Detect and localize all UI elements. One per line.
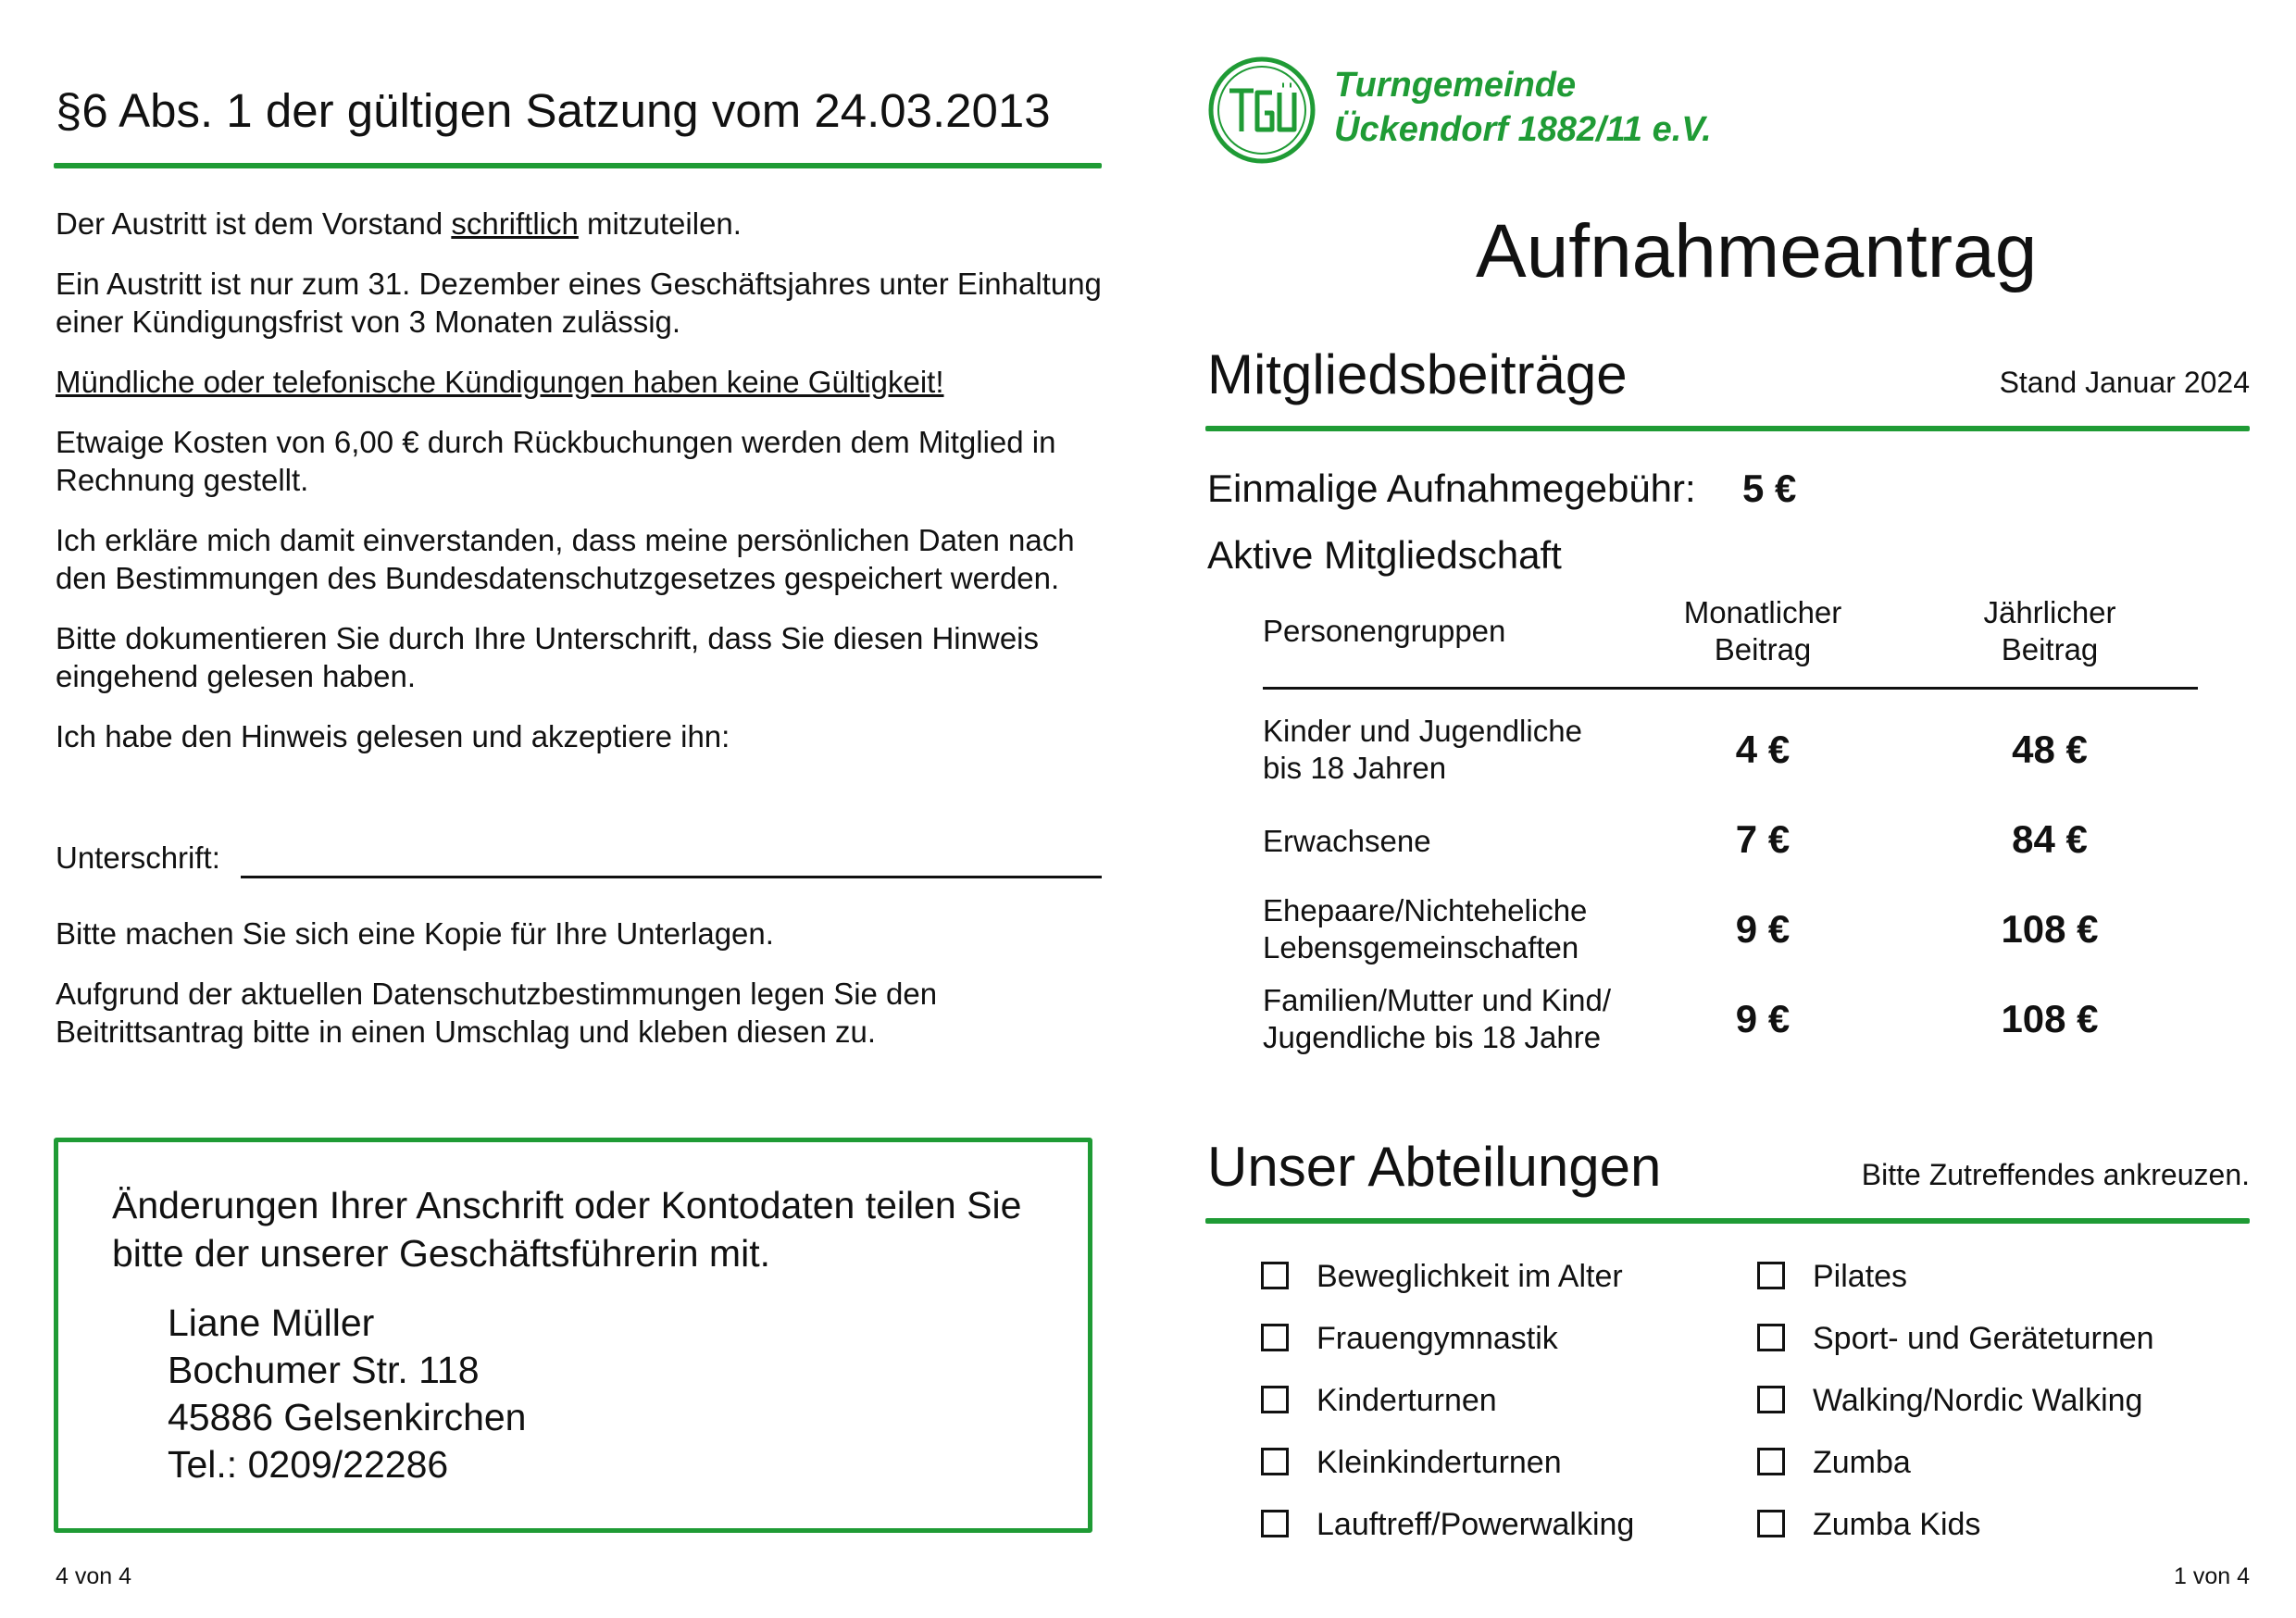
underlined-text: schriftlich: [451, 206, 579, 241]
contact-notice-box: [54, 1138, 1092, 1533]
club-logo: [1207, 56, 1316, 165]
page-number-right: 1 von 4: [2173, 1563, 2250, 1589]
table-row-label: [1263, 982, 1611, 1056]
paragraph-envelope: Aufgrund der aktuellen Datenschutzbestimmungen legen Sie den Beitrittsantrag bitte in einen Umschlag und kleben diesen zu.: [56, 977, 938, 1049]
club-name-line2: Ückendorf 1882/11 e.V.: [1334, 110, 1712, 149]
paragraph-data-consent: Ich erkläre mich damit einverstanden, dass meine persönlichen Daten nach den Bestimmungen des Bundesdatenschutzgesetzes gespeichert werden.: [56, 523, 1075, 595]
department-label: Beweglichkeit im Alter: [1316, 1259, 1623, 1294]
club-name: [1334, 63, 1712, 152]
closing-text: [56, 915, 1111, 1073]
col-header-monthly: [1670, 594, 1855, 668]
departments-heading: Unser Abteilungen: [1207, 1136, 1662, 1198]
department-label: Kleinkinderturnen: [1316, 1445, 1562, 1480]
paragraph-copy: Bitte machen Sie sich eine Kopie für Ihre Unterlagen.: [56, 916, 774, 951]
contact-phone: Tel.: 0209/22286: [168, 1443, 449, 1486]
row-yearly-value: 108 €: [2001, 997, 2099, 1040]
department-option[interactable]: [1757, 1257, 1907, 1296]
contact-notice-text: Änderungen Ihrer Anschrift oder Kontodaten teilen Sie bitte der unserer Geschäftsführerin mit.: [112, 1184, 1022, 1275]
table-row-label: [1263, 823, 1431, 860]
department-option[interactable]: [1261, 1505, 1634, 1544]
row-label-line1: Kinder und Jugendliche: [1263, 714, 1582, 748]
department-option[interactable]: [1757, 1319, 2154, 1358]
department-option[interactable]: [1261, 1319, 1558, 1358]
department-label: Frauengymnastik: [1316, 1321, 1558, 1356]
department-label: Zumba Kids: [1813, 1507, 1981, 1542]
department-label: Pilates: [1813, 1259, 1908, 1294]
departments-rule: [1205, 1218, 2250, 1224]
paragraph-sign-request: Bitte dokumentieren Sie durch Ihre Unterschrift, dass Sie diesen Hinweis eingehend gelesen haben.: [56, 621, 1040, 693]
row-label-line1: Ehepaare/Nichteheliche: [1263, 893, 1588, 927]
department-option[interactable]: [1261, 1381, 1497, 1420]
row-monthly-value: 9 €: [1735, 997, 1791, 1040]
row-label-line2: Lebensgemeinschaften: [1263, 930, 1579, 965]
row-monthly-value: 4 €: [1735, 728, 1791, 771]
fees-rule: [1205, 426, 2250, 431]
checkbox[interactable]: [1261, 1386, 1289, 1413]
checkbox[interactable]: [1757, 1510, 1785, 1537]
paragraph-notice-written: [56, 205, 1111, 243]
col-header-monthly-line2: Beitrag: [1714, 632, 1812, 666]
checkbox[interactable]: [1261, 1324, 1289, 1351]
text: Der Austritt ist dem Vorstand: [56, 206, 452, 241]
contact-city: 45886 Gelsenkirchen: [168, 1396, 527, 1438]
paragraph-accept: Ich habe den Hinweis gelesen und akzeptiere ihn:: [56, 719, 730, 753]
admission-fee-value: 5 €: [1742, 467, 1797, 510]
row-label-line2: bis 18 Jahren: [1263, 751, 1447, 785]
checkbox[interactable]: [1261, 1262, 1289, 1289]
row-monthly-value: 7 €: [1735, 817, 1791, 861]
department-option[interactable]: [1261, 1257, 1623, 1296]
row-label-line1: Erwachsene: [1263, 824, 1431, 858]
active-membership-label: Aktive Mitgliedschaft: [1207, 533, 1562, 577]
paragraph-costs: Etwaige Kosten von 6,00 € durch Rückbuchungen werden dem Mitglied in Rechnung gestellt.: [56, 425, 1056, 497]
signature-row: [56, 839, 1102, 883]
col-header-monthly-line1: Monatlicher: [1683, 595, 1842, 629]
row-yearly-value: 48 €: [2012, 728, 2088, 771]
page-number-left: 4 von 4: [56, 1563, 132, 1589]
table-row-label: [1263, 892, 1587, 966]
checkbox[interactable]: [1261, 1510, 1289, 1537]
checkbox[interactable]: [1757, 1386, 1785, 1413]
signature-label: Unterschrift:: [56, 840, 220, 875]
col-header-group: Personengruppen: [1263, 614, 1506, 648]
contact-street: Bochumer Str. 118: [168, 1349, 480, 1391]
club-name-line1: Turngemeinde: [1334, 66, 1577, 105]
department-option[interactable]: [1757, 1505, 1980, 1544]
department-label: Kinderturnen: [1316, 1383, 1497, 1418]
row-label-line1: Familien/Mutter und Kind/: [1263, 983, 1612, 1017]
fees-date-note: Stand Januar 2024: [1999, 366, 2250, 399]
paragraph-oral-invalid: Mündliche oder telefonische Kündigungen haben keine Gültigkeit!: [56, 365, 944, 399]
department-label: Lauftreff/Powerwalking: [1316, 1507, 1635, 1542]
contact-address: [168, 1300, 526, 1488]
department-label: Walking/Nordic Walking: [1813, 1383, 2143, 1418]
row-yearly-value: 84 €: [2012, 817, 2088, 861]
checkbox[interactable]: [1261, 1448, 1289, 1475]
col-header-yearly-line2: Beitrag: [2001, 632, 2099, 666]
text: mitzuteilen.: [578, 206, 742, 241]
heading-rule: [54, 163, 1102, 168]
department-label: Sport- und Geräteturnen: [1813, 1321, 2154, 1356]
fees-heading: Mitgliedsbeiträge: [1207, 343, 1628, 405]
admission-fee-label: Einmalige Aufnahmegebühr:: [1207, 467, 1696, 510]
statute-text: [56, 205, 1111, 778]
form-title-text: Aufnahmeantrag: [1476, 209, 2038, 293]
department-label: Zumba: [1813, 1445, 1911, 1480]
departments-instruction: Bitte Zutreffendes ankreuzen.: [1861, 1158, 2250, 1191]
table-header-rule: [1263, 687, 2198, 690]
checkbox[interactable]: [1757, 1262, 1785, 1289]
checkbox[interactable]: [1757, 1324, 1785, 1351]
table-row-label: [1263, 713, 1582, 787]
statute-heading: §6 Abs. 1 der gültigen Satzung vom 24.03.2013: [56, 84, 1051, 137]
signature-line[interactable]: [241, 876, 1102, 878]
department-option[interactable]: [1757, 1443, 1911, 1482]
checkbox[interactable]: [1757, 1448, 1785, 1475]
paragraph-termination-period: Ein Austritt ist nur zum 31. Dezember eines Geschäftsjahres unter Einhaltung einer Kündigungsfrist von 3 Monaten zulässig.: [56, 267, 1102, 339]
department-option[interactable]: [1757, 1381, 2142, 1420]
department-option[interactable]: [1261, 1443, 1562, 1482]
row-yearly-value: 108 €: [2001, 907, 2099, 951]
contact-name: Liane Müller: [168, 1301, 375, 1344]
col-header-yearly-line1: Jährlicher: [1983, 595, 2116, 629]
row-monthly-value: 9 €: [1735, 907, 1791, 951]
logo-emblem-icon: [1207, 56, 1316, 165]
col-header-yearly: [1957, 594, 2142, 668]
row-label-line2: Jugendliche bis 18 Jahre: [1263, 1020, 1602, 1054]
